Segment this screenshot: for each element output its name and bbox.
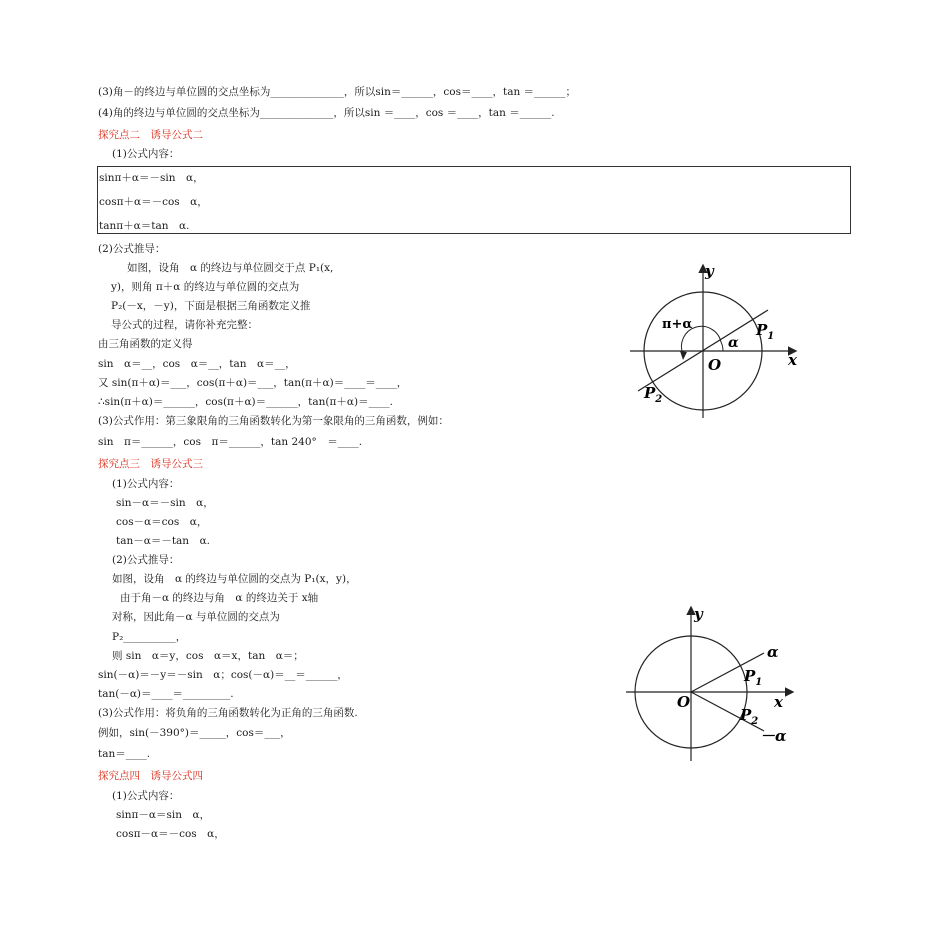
arc-arrowhead — [680, 351, 687, 360]
origin-label: O — [708, 356, 722, 374]
formula-tan: tanπ＋α＝tan α. — [99, 220, 190, 232]
s3-text-3: 对称，因此角－α 与单位圆的交点为 — [112, 611, 280, 623]
unit-circle-figure-2 — [620, 603, 810, 763]
pi-plus-alpha-label: π+α — [662, 317, 693, 332]
s3-text-9: 例如，sin(－390°)＝_____，cos＝___， — [98, 727, 291, 739]
s3-content-label: (1)公式内容： — [112, 478, 180, 490]
unit-circle-figure-1 — [620, 258, 810, 423]
y-label: y — [705, 262, 714, 280]
x-label: x — [774, 693, 783, 711]
s3-formula-sin: sin－α＝－sin α， — [116, 497, 214, 509]
s4-formula-sin: sinπ－α＝sin α， — [116, 809, 211, 821]
s3-text-4: P₂__________， — [112, 631, 187, 643]
y-label: y — [694, 605, 703, 623]
p2-label: $P_2$ — [644, 384, 663, 405]
s2-text-6: sin α＝__，cos α＝__，tan α＝__， — [98, 358, 296, 370]
s3-text-1: 如图，设角 α 的终边与单位圆的交点为 P₁(x，y)， — [112, 573, 357, 585]
s3-derivation-label: (2)公式推导： — [112, 554, 180, 566]
alpha-label: α — [767, 643, 779, 661]
s4-content-label: (1)公式内容： — [112, 790, 180, 802]
s2-text-8: ∴sin(π＋α)＝______，cos(π＋α)＝______，tan(π＋α)＝____. — [98, 396, 393, 408]
s2-text-3: P₂(－x，－y)，下面是根据三角函数定义推 — [111, 300, 311, 312]
p2-label: $P_2$ — [740, 706, 759, 727]
alpha-label: α — [728, 335, 739, 351]
section-4-heading: 探究点四 诱导公式四 — [98, 770, 203, 782]
q4-line: (4)角的终边与单位圆的交点坐标为______________，所以sin ＝____，cos ＝____，tan ＝______. — [98, 107, 555, 119]
s4-formula-cos: cosπ－α＝－cos α， — [116, 828, 225, 840]
formula-cos: cosπ＋α＝－cos α， — [99, 196, 208, 208]
s2-text-2: y)，则角 π＋α 的终边与单位圆的交点为 — [111, 281, 300, 293]
s2-text-1: 如图，设角 α 的终边与单位圆交于点 P₁(x, — [127, 262, 334, 274]
q3-line: (3)角－的终边与单位圆的交点坐标为______________，所以sin＝______，cos＝____，tan ＝______； — [98, 86, 577, 98]
s3-formula-tan: tan－α＝－tan α. — [116, 535, 211, 547]
section-3-heading: 探究点三 诱导公式三 — [98, 458, 203, 470]
s2-text-4: 导公式的过程，请你补充完整： — [111, 319, 258, 331]
s3-text-8: (3)公式作用：将负角的三角函数转化为正角的三角函数. — [98, 707, 358, 719]
s2-text-5: 由三角函数的定义得 — [98, 338, 193, 350]
s3-formula-cos: cos－α＝cos α， — [116, 516, 208, 528]
p1-label: $P_1$ — [744, 667, 763, 688]
s2-derivation-label: (2)公式推导： — [98, 243, 166, 255]
p1-label: $P_1$ — [756, 321, 775, 342]
formula-box — [97, 166, 851, 234]
section-2-heading: 探究点二 诱导公式二 — [98, 129, 203, 141]
s2-text-7: 又 sin(π＋α)＝___，cos(π＋α)＝___，tan(π＋α)＝____＝____， — [98, 377, 408, 389]
s2-text-9: (3)公式作用：第三象限角的三角函数转化为第一象限角的三角函数，例如： — [98, 415, 449, 427]
s2-content-label: (1)公式内容： — [112, 148, 180, 160]
origin-label: O — [677, 693, 691, 711]
formula-sin: sinπ＋α＝－sin α， — [99, 172, 204, 184]
x-label: x — [788, 351, 797, 369]
s3-text-10: tan＝____. — [98, 748, 151, 760]
s2-text-10: sin π＝______，cos π＝______，tan 240° ＝____. — [98, 436, 363, 448]
s3-text-7: tan(－α)＝____＝_________. — [98, 688, 234, 700]
neg-alpha-label: －α — [760, 727, 787, 745]
s3-text-5: 则 sin α＝y，cos α＝x，tan α＝； — [112, 650, 304, 662]
s3-text-6: sin(－α)＝－y＝－sin α；cos(－α)＝__＝______， — [98, 669, 348, 681]
alpha-arc — [721, 342, 723, 351]
s3-text-2: 由于角－α 的终边与角 α 的终边关于 x轴 — [120, 592, 319, 604]
